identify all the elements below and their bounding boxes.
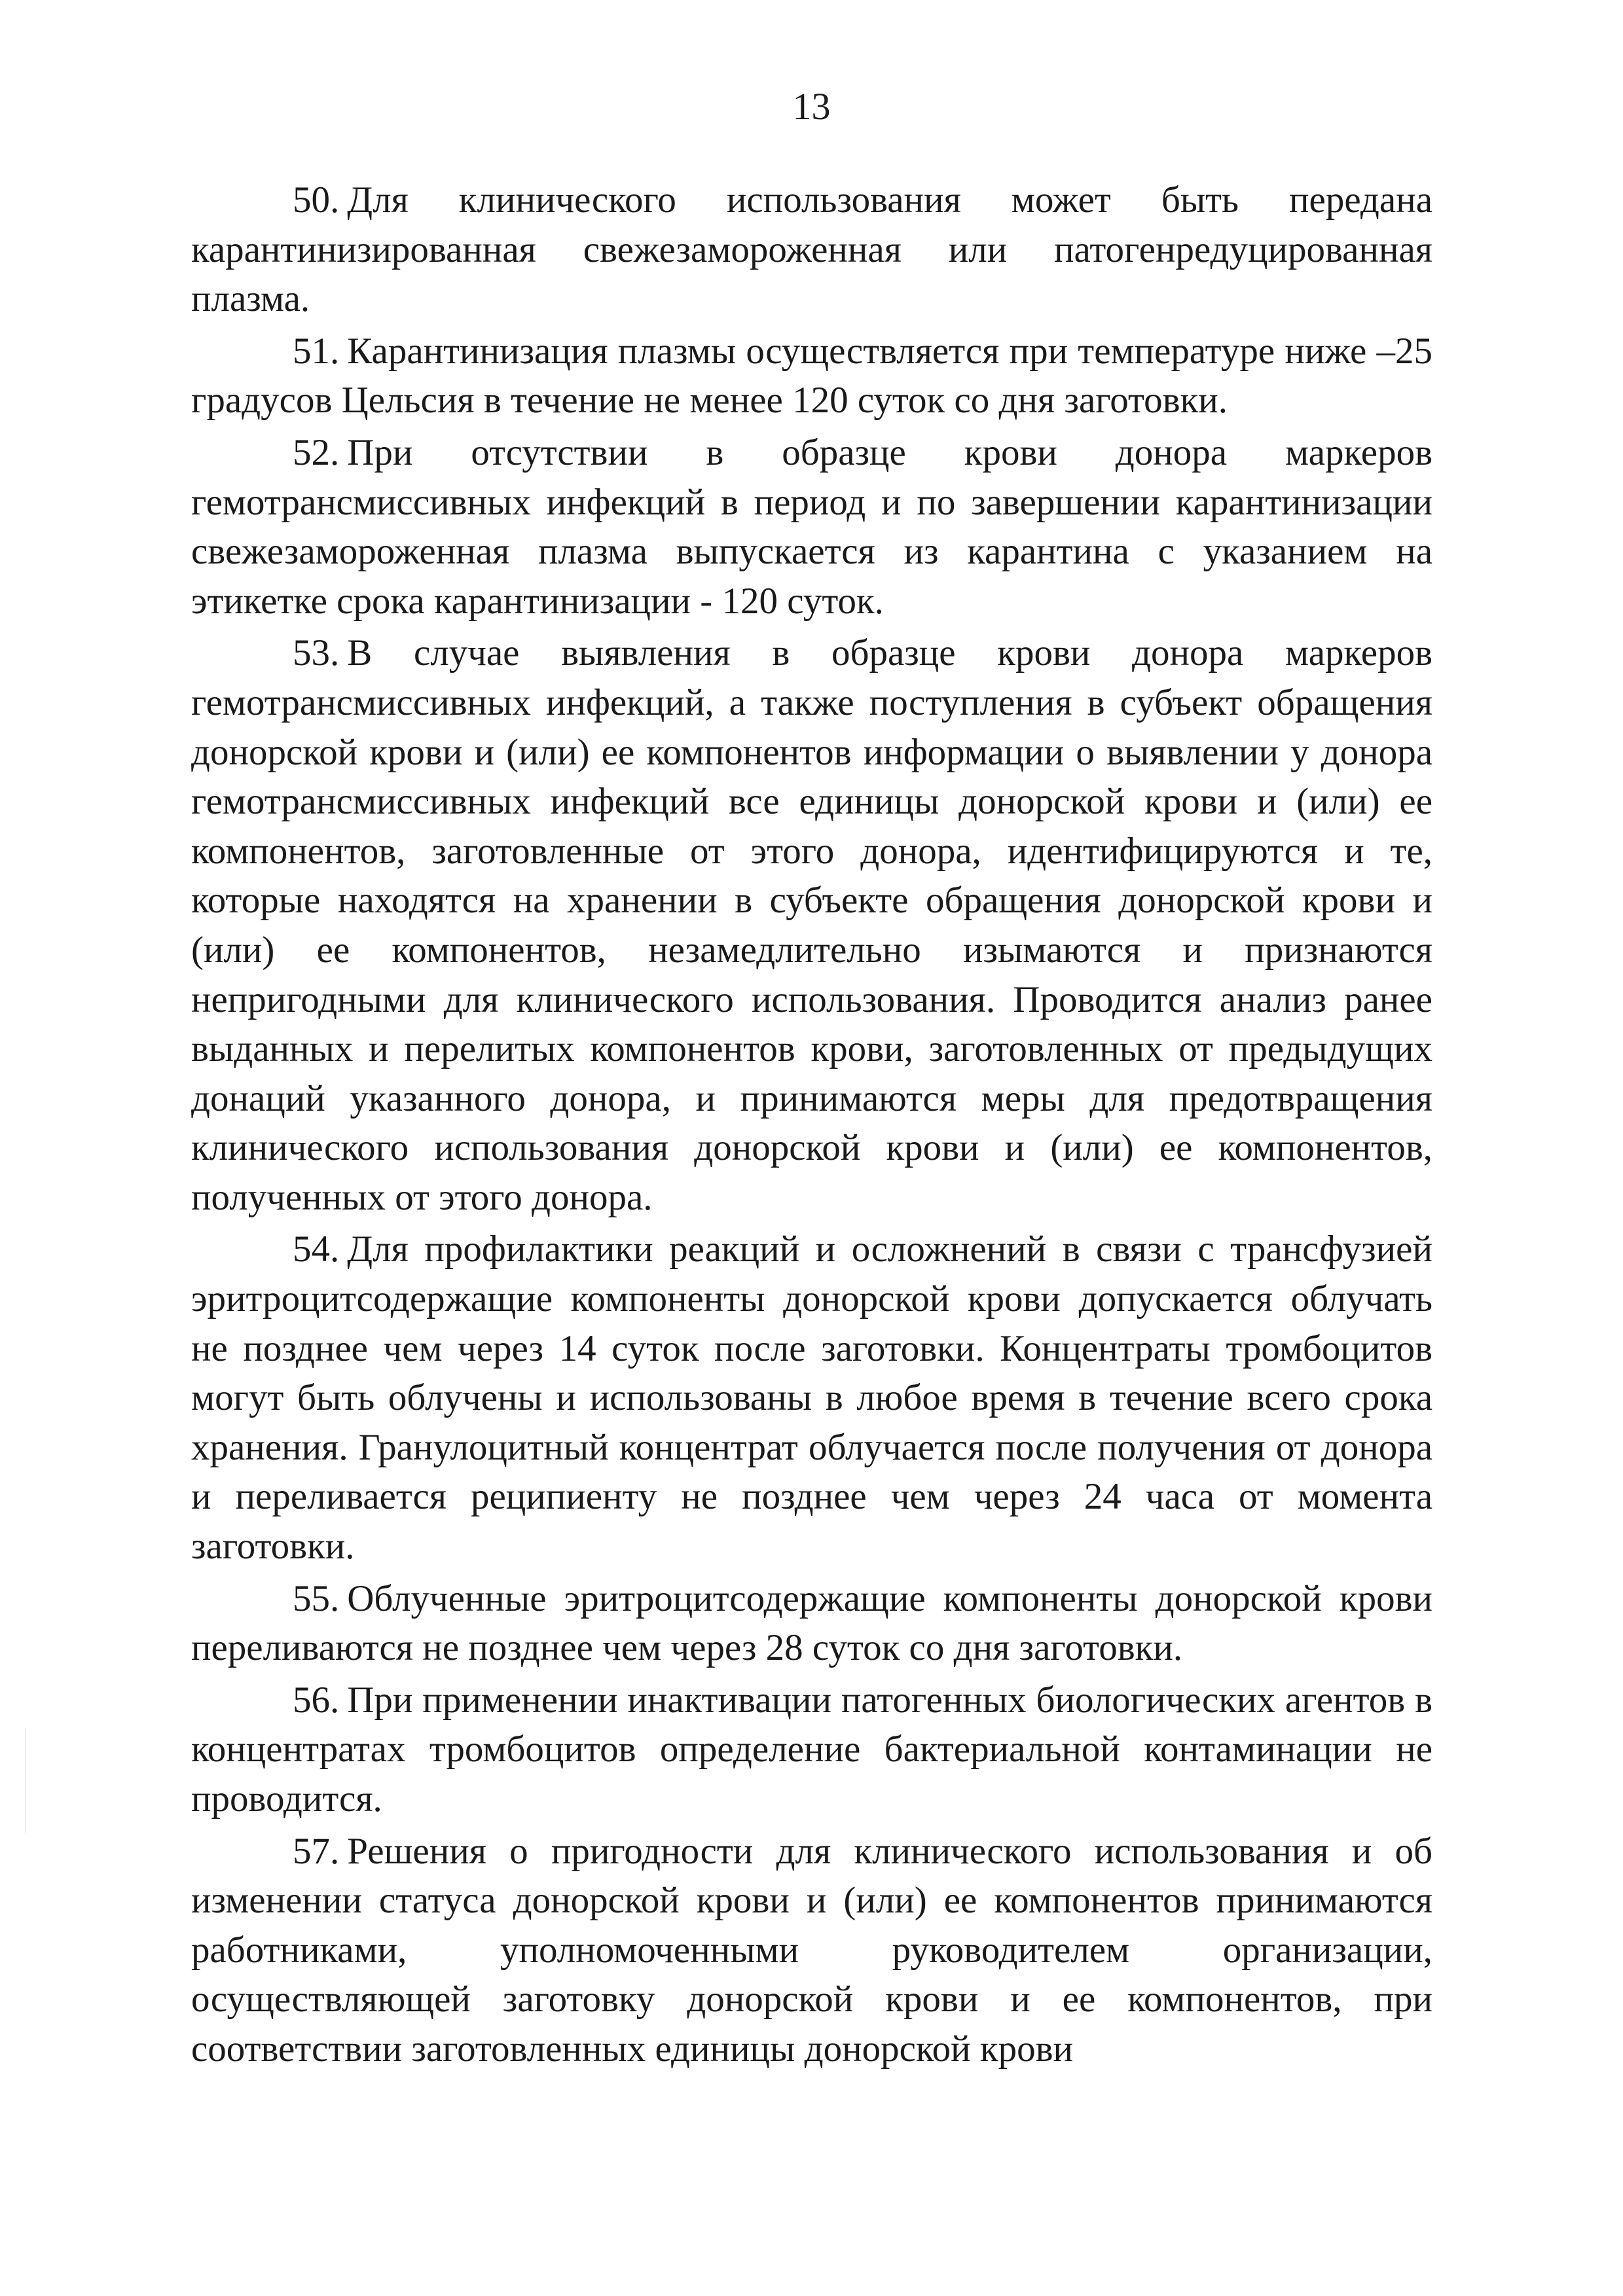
paragraph-number: 56. xyxy=(293,1679,340,1721)
paragraph-54 xyxy=(191,1225,1432,1571)
page-number: 13 xyxy=(792,85,831,128)
scan-edge-mark xyxy=(25,1728,26,1833)
paragraph-number: 52. xyxy=(293,431,340,473)
paragraph-53 xyxy=(191,628,1432,1222)
paragraph-text: Карантинизация плазмы осуществляется при температуре ниже –25 градусов Цельсия в течение не менее 120 суток со дня заготовки. xyxy=(191,330,1432,422)
paragraph-number: 53. xyxy=(293,632,340,674)
paragraph-text: При применении инактивации патогенных биологических агентов в концентратах тромбоцитов определение бактериальной контаминации не проводится. xyxy=(191,1679,1432,1820)
paragraph-text: Для профилактики реакций и осложнений в связи с трансфузией эритроцитсодержащие компоненты донорской крови допускается облучать не позднее чем через 14 суток после заготовки. Концентраты тромбоцитов могут быть облучены и использованы в любое время в течение всего срока хранения. Гранулоцитный концентрат облучается после получения от донора и переливается реципиенту не позднее чем через 24 часа от момента заготовки. xyxy=(191,1229,1432,1568)
paragraph-text: При отсутствии в образце крови донора маркеров гемотрансмиссивных инфекций в период и по завершении карантинизации свежезамороженная плазма выпускается из карантина с указанием на этикетке срока карантинизации - 120 суток. xyxy=(191,431,1432,622)
paragraph-56 xyxy=(191,1676,1432,1824)
paragraph-number: 51. xyxy=(293,330,340,372)
paragraph-number: 55. xyxy=(293,1577,340,1619)
paragraph-55 xyxy=(191,1574,1432,1673)
paragraph-text: Решения о пригодности для клинического использования и об изменении статуса донорской крови и (или) ее компонентов принимаются работниками, уполномоченными руководителем организации, осуществляющей заготовку донорской крови и ее компонентов, при соответствии заготовленных единицы донорской крови xyxy=(191,1830,1432,2070)
paragraph-text: В случае выявления в образце крови донора маркеров гемотрансмиссивных инфекций, а также поступления в субъект обращения донорской крови и (или) ее компонентов информации о выявлении у донора гемотрансмиссивных инфекций все единицы донорской крови и (или) ее компонентов, заготовленные от этого донора, идентифицируются и те, которые находятся на хранении в субъекте обращения донорской крови и (или) ее компонентов, незамедлительно изымаются и признаются непригодными для клинического использования. Проводится анализ ранее выданных и перелитых компонентов крови, заготовленных от предыдущих донаций указанного донора, и принимаются меры для предотвращения клинического использования донорской крови и (или) ее компонентов, полученных от этого донора. xyxy=(191,632,1432,1218)
paragraph-number: 54. xyxy=(293,1229,340,1270)
paragraph-50 xyxy=(191,175,1432,324)
paragraph-52 xyxy=(191,428,1432,626)
paragraph-51 xyxy=(191,327,1432,425)
paragraph-text: Для клинического использования может быть передана карантинизированная свежезамороженная или патогенредуцированная плазма. xyxy=(191,179,1432,320)
paragraph-number: 50. xyxy=(293,179,340,221)
paragraph-text: Облученные эритроцитсодержащие компоненты донорской крови переливаются не позднее чем через 28 суток со дня заготовки. xyxy=(191,1577,1432,1669)
document-body xyxy=(191,175,1432,2077)
paragraph-number: 57. xyxy=(293,1830,340,1872)
paragraph-57 xyxy=(191,1827,1432,2074)
